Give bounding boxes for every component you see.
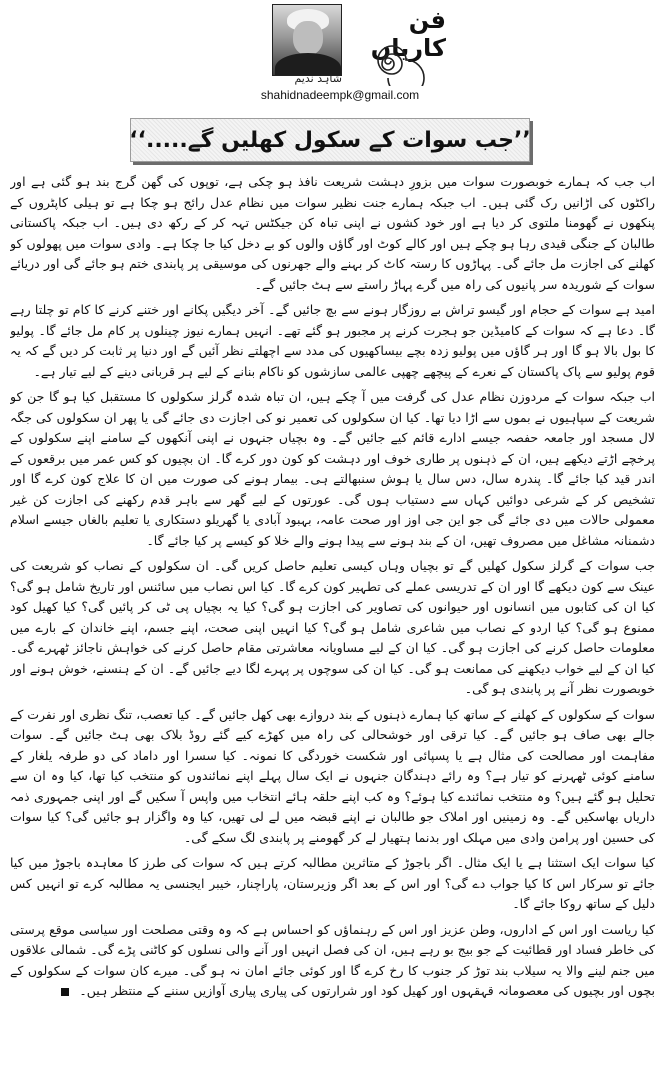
spiral-logo-icon	[346, 36, 436, 86]
article-headline: ’’جب سوات کے سکول کھلیں گے.....‘‘	[129, 127, 531, 153]
article-paragraph-7-text: کیا ریاست اور اس کے اداروں، وطن عزیز اور اس کے رہنماؤں کو احساس ہے کہ وہ وقتی مصلحت اور سیاسی موقع پرستی کی خاطر فساد اور قطائیت کے جو بیج بو رہے ہیں، ان کی فصل انہیں اور آنے والی نسلوں کو کاٹنی پڑے گی۔ شمالی علاقوں میں جنم لینے والا یہ سیلاب بند توڑ کر جنوب کا رخ کرے گا اور کوئی جائے امان نہ ہو گی۔ میرے کان سوات کے سکولوں کے بچوں اور بچیوں کی معصومانہ قہقہوں اور کھیل کود اور شرارتوں کی پیاری پیاری آوازیں سننے کے منتظر ہیں۔	[10, 921, 655, 998]
author-portrait	[272, 4, 342, 76]
article-paragraph-1: اب جب کہ ہمارے خوبصورت سوات میں بزورِ دہشت شریعت نافذ ہو چکی ہے، توپوں کی گھن گرج بند ہو گئی ہے اور راکٹوں کی اڑانیں رک گئی ہیں۔ اب جبکہ ہمارے جنت نظیر سوات میں نظام عدل رائج ہو چکا ہے تو ہیلی کاپٹروں کے پنکھوں نے گھومنا ملتوی کر دیا ہے اور خود کشوں نے اپنی تباہ کن جیکٹس تہہ کر کے رکھ دی ہیں۔ اب جبکہ پاکستانی طالبان کے جنگی قیدی رہا ہو چکے ہیں اور کالے کوٹ اور گاؤں والوں کو بے دخل کیا جا چکا ہے۔ وادی سوات میں پھولوں کو کھلنے کی اجازت مل جائے گی۔ پہاڑوں کا رستہ کاٹ کر بہنے والے جھرنوں کی موسیقی پر پابندی ختم ہو جائے گی اور دریائے سوات کے شوریدہ سر پانیوں کی راہ میں گرے پہاڑ راستے سے ہٹ جائیں گے۔	[10, 174, 655, 292]
column-masthead	[0, 0, 665, 120]
article-paragraph-3: اب جبکہ سوات کے مردوزن نظام عدل کی گرفت میں آ چکے ہیں، ان تباہ شدہ گرلز سکولوں کا مستقبل کیا ہو گا جن کو شریعت کے سپاہیوں نے بموں سے اڑا دیا تھا۔ کیا ان سکولوں کی تعمیر نو کی اجازت دی جائے گی یا پھر ان سکولوں کی جگہ لال مسجد اور جامعہ حفصہ جیسے ادارے قائم کیے جائیں گے۔ وہ بچیاں جنہوں نے اپنی آنکھوں کے سامنے اپنے سکولوں کے پرخچے اڑتے دیکھے ہیں، ان کے ذہنوں پر طاری خوف اور دہشت کو کون دور کرے گا۔ ان بچیوں کو کس عمر میں برقعوں کے اندر قید کیا جائے گا۔ پندرہ سال، دس سال یا ہوش سنبھالتے ہی۔ بیمار ہونے کی صورت میں ان کا علاج کون کرے گا اور تشخیص کر کے شرعی دوائیں کہاں سے دستیاب ہوں گی۔ عورتوں کے لیے گھر سے باہر قدم رکھنے کی اجازت کن غیر معمولی حالات میں دی جائے گی جو این جی اوز اور صحت عامہ، بہبود آبادی یا گھریلو دستکاری یا تعلیم بالغاں جیسے اسلام دشمنانہ مشاغل میں مصروف تھیں، ان کے بند ہونے سے پیدا ہونے والے خلا کو کیسے پر کیا جائے گا۔	[10, 389, 655, 548]
article-paragraph-2: امید ہے سوات کے حجام اور گیسو تراش بے روزگار ہونے سے بچ جائیں گے۔ آخر دیگیں پکانے اور ختنے کرنے کا کام تو چلتا رہے گا۔ دعا ہے کہ سوات کے کامیڈین جو ہجرت کرنے پر مجبور ہو گئے تھے۔ انہیں ہمارے نیوز چینلوں پر کام مل جائے گا۔ پولیو کا بول بالا ہو گا اور ہر گاؤں میں پولیو زدہ بچے بیساکھیوں کی مدد سے اچھلتے نظر آئیں گے اور دنیا پر ثابت کر دیں گے کہ یہ قوم پولیو سے پاک پاکستان کے نعرے کے پیچھے چھپی عالمی سازشوں کو ناکام بنانے کے لیے ہر قربانی دینے کے لیے تیار ہے۔	[10, 302, 655, 379]
article-paragraph-4: جب سوات کے گرلز سکول کھلیں گے تو بچیاں وہاں کیسی تعلیم حاصل کریں گی۔ ان سکولوں کے نصاب کو شریعت کی عینک سے کون دیکھے گا اور ان کے تدریسی عملے کی تطہیر کون کرے گا۔ کیا اس نصاب میں سائنس اور تاریخ شامل ہو گی؟ کیا ان کی کتابوں میں انسانوں اور حیوانوں کی تصاویر کی اجازت ہو گی؟ کیا یہ بچیاں پی ٹی کر پائیں گی؟ کیا کھیل کود ممنوع ہو گی؟ کیا اردو کے نصاب میں شاعری شامل ہو گی؟ کیا انہیں اپنی صحت، اپنے جسم، اپنے خاندان کے بارے میں معلومات حاصل کرنے کی اجازت ہو گی۔ کیا ان کے لیے مساویانہ معاشرتی مقام حاصل کرنے کی خواہش ناجائز ٹھہرے گی۔ کیا ان کے لیے خواب دیکھنے کی ممانعت ہو گی۔ کیا ان کی سوچوں پر پہرے لگا دیے جائیں گے۔ ان کے ہنسنے، خوش ہونے اور خوبصورت نظر آنے پر پابندی ہو گی۔	[10, 558, 655, 696]
article-body	[10, 172, 655, 1072]
headline-box	[130, 118, 530, 162]
end-mark-icon	[61, 988, 69, 996]
article-paragraph-6: کیا سوات ایک استثنا ہے یا ایک مثال۔ اگر باجوڑ کے متاثرین مطالبہ کرتے ہیں کہ سوات کی طرز کا معاہدہ باجوڑ میں کیا جائے تو سرکار اس کا کیا جواب دے گی؟ اور اس کے بعد اگر وزیرستان، پاراچنار، خیبر ایجنسی یہ مطالبہ کرے تو انہیں کس دلیل کے ساتھ روکا جائے گا۔	[10, 855, 655, 911]
article-paragraph-7	[10, 920, 655, 1002]
author-email: shahidnadeempk@gmail.com	[260, 88, 420, 102]
column-title: فن کاریاں	[370, 6, 446, 62]
article-paragraph-5: سوات کے سکولوں کے کھلنے کے ساتھ کیا ہمارے ذہنوں کے بند دروازے بھی کھل جائیں گے۔ کیا تعصب، تنگ نظری اور نفرت کے جالے بھی صاف ہو جائیں گے۔ کیا ترقی اور خوشحالی کی راہ میں کھڑے کیے گئے روڈ بلاک بھی ہٹ جائیں گے۔ سوات مفاہمت اور مصالحت کی مثال ہے یا پسپائی اور شکست خوردگی کا نمونہ۔ کیا سسرا اور داماد کی دو طرفہ یلغار کے سامنے کوئی ٹھہرنے کو تیار ہے؟ وہ رائے دہندگان جنہوں نے ایک سال پہلے اپنے نمائندوں کو منتخب کیا تھا، کیا وہ ان سے تحلیل ہو گئے ہیں؟ وہ منتخب نمائندے کیا ہوئے؟ وہ کب اپنے حلقہ ہائے انتخاب میں واپس آ سکیں گے اور اپنی جمہوری ذمہ داریاں بھاسکیں گے۔ وہ زمینیں اور املاک جو طالبان نے اپنے قبضہ میں لے لی تھیں، کیا وہ واگزار ہو جائیں گی؟ کیا سوات کی حسین اور پرامن وادی میں مہلک اور بدنما ہتھیار لے کر گھومنے پر پابندی لگ سکے گی۔	[10, 706, 655, 845]
author-name: شاہد ندیم	[294, 72, 342, 85]
